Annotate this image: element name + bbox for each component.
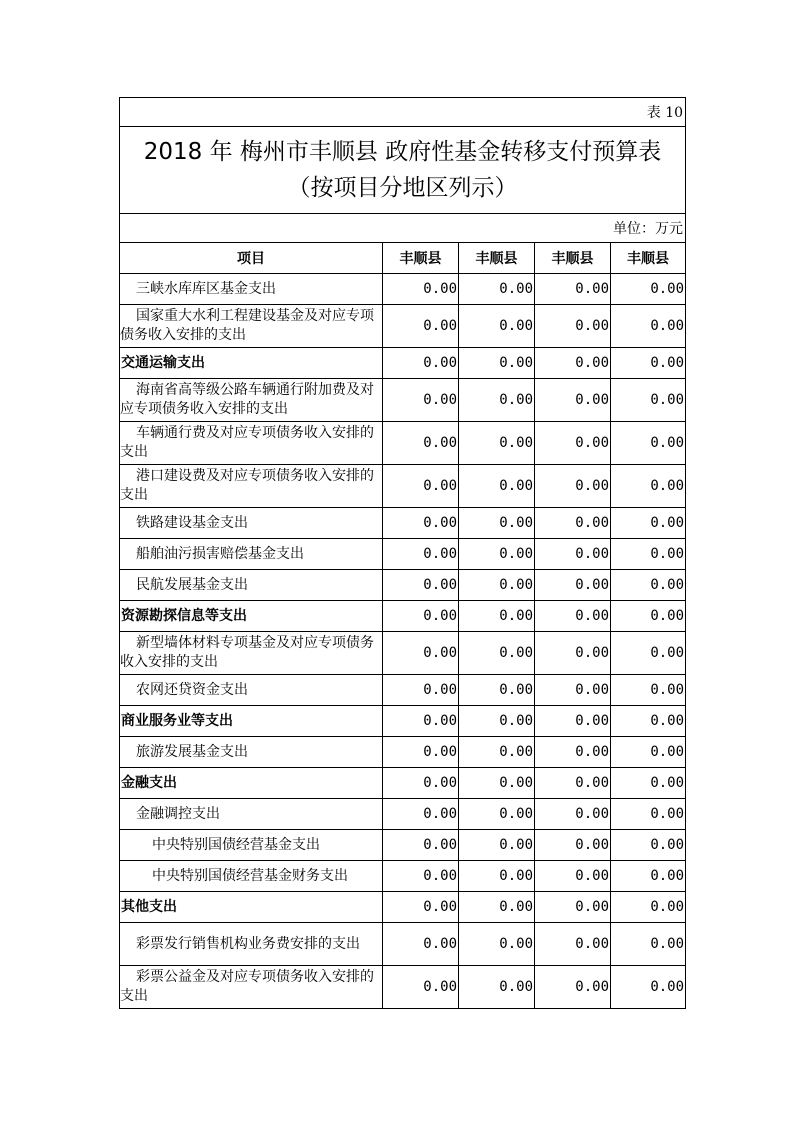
- row-value: 0.00: [611, 892, 686, 923]
- row-value: 0.00: [383, 422, 459, 465]
- row-value: 0.00: [459, 465, 535, 508]
- row-value: 0.00: [611, 768, 686, 799]
- table-row: [120, 601, 686, 632]
- row-value: 0.00: [383, 923, 459, 966]
- row-value: 0.00: [459, 274, 535, 305]
- row-value: 0.00: [611, 570, 686, 601]
- row-item-name: [120, 539, 383, 570]
- table-row: [120, 508, 686, 539]
- row-value: 0.00: [535, 274, 611, 305]
- table-row: [120, 706, 686, 737]
- row-item-label: 中央特别国债经营基金财务支出: [152, 867, 348, 884]
- table-row: [120, 768, 686, 799]
- row-item-name: [120, 508, 383, 539]
- row-item-label: 三峡水库库区基金支出: [136, 280, 276, 297]
- row-value: 0.00: [383, 305, 459, 348]
- table-row: [120, 830, 686, 861]
- row-value: 0.00: [611, 923, 686, 966]
- row-value: 0.00: [459, 923, 535, 966]
- table-row: [120, 305, 686, 348]
- table-row: [120, 861, 686, 892]
- row-value: 0.00: [459, 675, 535, 706]
- row-value: 0.00: [535, 923, 611, 966]
- row-value: 0.00: [535, 768, 611, 799]
- row-item-name: [120, 632, 383, 675]
- table-row: [120, 632, 686, 675]
- row-value: 0.00: [611, 675, 686, 706]
- unit-label: 单位：万元: [120, 214, 686, 243]
- row-item-label: 交通运输支出: [121, 354, 205, 371]
- table-row: [120, 379, 686, 422]
- row-value: 0.00: [535, 966, 611, 1009]
- row-value: 0.00: [535, 422, 611, 465]
- row-value: 0.00: [459, 830, 535, 861]
- row-item-name: [120, 799, 383, 830]
- row-item-label: 旅游发展基金支出: [136, 743, 248, 760]
- row-value: 0.00: [459, 422, 535, 465]
- row-item-label: 民航发展基金支出: [136, 576, 248, 593]
- row-item-name: [120, 348, 383, 379]
- row-value: 0.00: [611, 632, 686, 675]
- row-item-label: 铁路建设基金支出: [136, 514, 248, 531]
- row-item-name: [120, 861, 383, 892]
- row-value: 0.00: [459, 632, 535, 675]
- row-value: 0.00: [459, 601, 535, 632]
- row-value: 0.00: [611, 379, 686, 422]
- row-item-name: [120, 601, 383, 632]
- row-value: 0.00: [611, 861, 686, 892]
- row-value: 0.00: [611, 508, 686, 539]
- header-row: [120, 243, 686, 274]
- table-row: [120, 737, 686, 768]
- row-value: 0.00: [611, 799, 686, 830]
- row-item-label: 金融调控支出: [136, 805, 220, 822]
- row-item-name: [120, 892, 383, 923]
- row-value: 0.00: [459, 737, 535, 768]
- row-item-name: [120, 570, 383, 601]
- row-item-name: [120, 274, 383, 305]
- row-value: 0.00: [459, 570, 535, 601]
- row-value: 0.00: [611, 601, 686, 632]
- row-value: 0.00: [535, 539, 611, 570]
- row-item-label: 车辆通行费及对应专项债务收入安排的支出: [120, 425, 374, 460]
- row-item-name: [120, 422, 383, 465]
- row-item-label: 金融支出: [121, 774, 177, 791]
- row-item-name: [120, 768, 383, 799]
- row-value: 0.00: [611, 305, 686, 348]
- row-item-label: 资源勘探信息等支出: [121, 607, 247, 624]
- header-region: 丰顺县: [611, 243, 686, 274]
- row-value: 0.00: [383, 601, 459, 632]
- row-value: 0.00: [535, 632, 611, 675]
- row-value: 0.00: [535, 861, 611, 892]
- row-item-label: 船舶油污损害赔偿基金支出: [136, 545, 304, 562]
- row-item-label: 港口建设费及对应专项债务收入安排的支出: [120, 468, 374, 503]
- table-row: [120, 274, 686, 305]
- row-value: 0.00: [535, 601, 611, 632]
- row-item-name: [120, 675, 383, 706]
- table-row: [120, 966, 686, 1009]
- row-item-label: 商业服务业等支出: [121, 712, 233, 729]
- row-value: 0.00: [383, 966, 459, 1009]
- table-row: [120, 422, 686, 465]
- budget-table: [119, 97, 686, 1009]
- row-value: 0.00: [383, 274, 459, 305]
- row-item-name: [120, 966, 383, 1009]
- row-value: 0.00: [383, 539, 459, 570]
- row-value: 0.00: [383, 706, 459, 737]
- row-value: 0.00: [535, 348, 611, 379]
- row-value: 0.00: [383, 465, 459, 508]
- row-value: 0.00: [383, 675, 459, 706]
- table-row: [120, 923, 686, 966]
- row-value: 0.00: [383, 861, 459, 892]
- row-value: 0.00: [611, 348, 686, 379]
- table-row: [120, 539, 686, 570]
- table-row: [120, 799, 686, 830]
- row-value: 0.00: [535, 675, 611, 706]
- row-value: 0.00: [535, 508, 611, 539]
- header-item: 项目: [120, 243, 383, 274]
- row-value: 0.00: [611, 465, 686, 508]
- row-value: 0.00: [535, 830, 611, 861]
- row-value: 0.00: [459, 706, 535, 737]
- row-value: 0.00: [459, 348, 535, 379]
- row-value: 0.00: [535, 892, 611, 923]
- row-item-label: 农网还贷资金支出: [136, 681, 248, 698]
- row-value: 0.00: [459, 799, 535, 830]
- row-value: 0.00: [535, 465, 611, 508]
- row-item-label: 中央特别国债经营基金支出: [152, 836, 320, 853]
- row-item-label: 海南省高等级公路车辆通行附加费及对应专项债务收入安排的支出: [120, 382, 374, 417]
- row-item-label: 其他支出: [121, 898, 177, 915]
- row-item-name: [120, 737, 383, 768]
- budget-sheet: [119, 97, 685, 1009]
- row-value: 0.00: [383, 830, 459, 861]
- row-value: 0.00: [383, 508, 459, 539]
- row-value: 0.00: [459, 305, 535, 348]
- row-value: 0.00: [611, 274, 686, 305]
- row-value: 0.00: [611, 737, 686, 768]
- table-tag: 表 10: [120, 98, 686, 127]
- table-row: [120, 892, 686, 923]
- row-value: 0.00: [535, 570, 611, 601]
- row-value: 0.00: [535, 379, 611, 422]
- title-line-1: 2018 年 梅州市丰顺县 政府性基金转移支付预算表: [143, 139, 662, 165]
- row-value: 0.00: [459, 966, 535, 1009]
- header-region: 丰顺县: [459, 243, 535, 274]
- row-item-name: [120, 923, 383, 966]
- row-value: 0.00: [535, 799, 611, 830]
- header-region: 丰顺县: [383, 243, 459, 274]
- row-value: 0.00: [535, 305, 611, 348]
- row-value: 0.00: [611, 706, 686, 737]
- row-item-label: 国家重大水利工程建设基金及对应专项债务收入安排的支出: [120, 308, 374, 343]
- row-value: 0.00: [611, 539, 686, 570]
- row-value: 0.00: [459, 379, 535, 422]
- row-value: 0.00: [535, 706, 611, 737]
- row-item-name: [120, 305, 383, 348]
- row-value: 0.00: [383, 799, 459, 830]
- row-item-label: 彩票公益金及对应专项债务收入安排的支出: [120, 969, 374, 1004]
- row-value: 0.00: [383, 570, 459, 601]
- row-item-name: [120, 379, 383, 422]
- row-value: 0.00: [383, 892, 459, 923]
- row-value: 0.00: [611, 966, 686, 1009]
- table-row: [120, 570, 686, 601]
- table-row: [120, 675, 686, 706]
- header-region: 丰顺县: [535, 243, 611, 274]
- row-value: 0.00: [611, 830, 686, 861]
- row-value: 0.00: [383, 768, 459, 799]
- table-row: [120, 348, 686, 379]
- row-value: 0.00: [459, 768, 535, 799]
- row-item-name: [120, 830, 383, 861]
- row-value: 0.00: [383, 348, 459, 379]
- row-item-name: [120, 706, 383, 737]
- row-item-label: 彩票发行销售机构业务费安排的支出: [136, 935, 360, 952]
- page-title: [120, 127, 686, 214]
- table-row: [120, 465, 686, 508]
- row-value: 0.00: [459, 539, 535, 570]
- row-value: 0.00: [459, 892, 535, 923]
- row-value: 0.00: [383, 737, 459, 768]
- row-value: 0.00: [383, 632, 459, 675]
- row-value: 0.00: [611, 422, 686, 465]
- row-value: 0.00: [535, 737, 611, 768]
- row-item-label: 新型墙体材料专项基金及对应专项债务收入安排的支出: [120, 635, 374, 670]
- row-value: 0.00: [383, 379, 459, 422]
- title-line-2: （按项目分地区列示）: [287, 175, 518, 201]
- table-body: [120, 274, 686, 1009]
- row-item-name: [120, 465, 383, 508]
- row-value: 0.00: [459, 508, 535, 539]
- row-value: 0.00: [459, 861, 535, 892]
